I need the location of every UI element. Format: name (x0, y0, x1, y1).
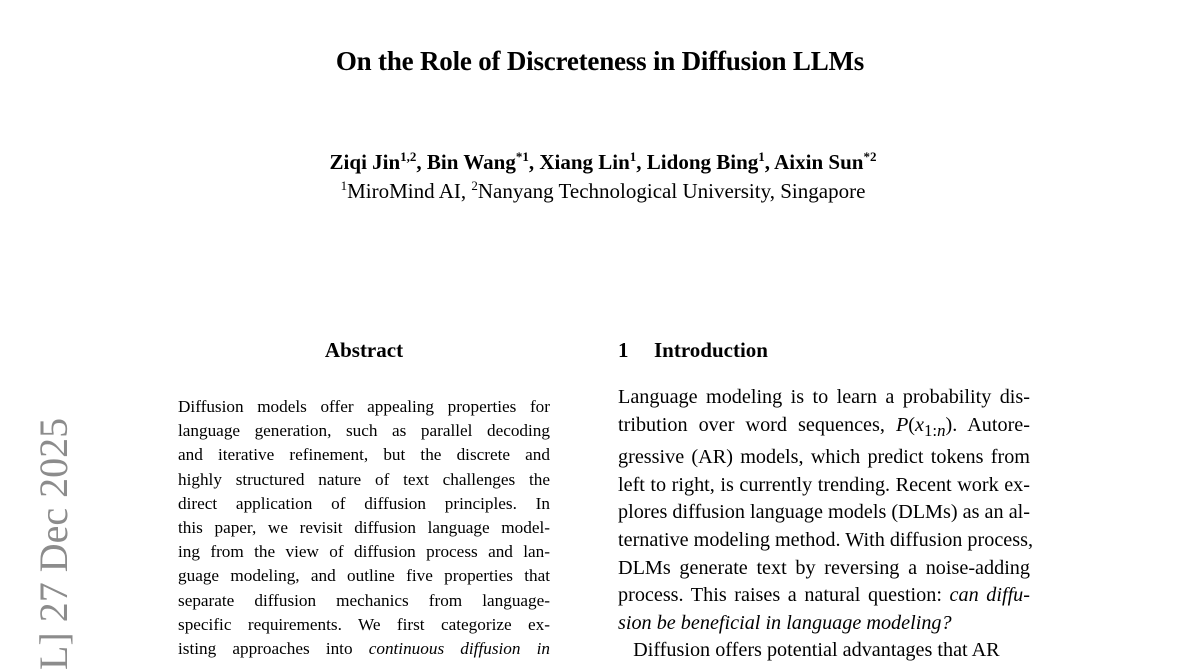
abstract-line: highly structured nature of text challenges the (178, 469, 550, 489)
intro-line: DLMs generate text by reversing a noise-adding (618, 556, 1030, 579)
section-number: 1 (618, 338, 629, 362)
abstract-line: ing from the view of diffusion process and lan- (178, 542, 550, 562)
affiliation-marker: 1 (340, 178, 348, 193)
paper-title: On the Role of Discreteness in Diffusion LLMs (335, 46, 865, 76)
abstract-line: specific requirements. We first categorize ex- (178, 614, 550, 634)
affiliation-name: Nanyang Technological University, Singapore (477, 179, 866, 203)
author-list: Ziqi Jin$^{1,2}$, Bin Wang$^{*1}$, Xiang Lin$^1$, Lidong Bing$^1$, Aixin Sun$^{*2}$ (329, 149, 877, 174)
author-affiliation-marker: *1 (515, 149, 529, 164)
introduction-body (618, 384, 1034, 665)
abstract-line: this paper, we revisit diffusion language model- (178, 518, 550, 538)
affiliation-name: MiroMind AI (347, 179, 461, 203)
intro-line-with-italic: process. This raises a natural question: can diffu- (618, 584, 1031, 607)
author-name: Bin Wang (426, 150, 516, 174)
author-name: Lidong Bing (646, 150, 759, 174)
affiliation-list: $^1$MiroMind AI, $^2$Nanyang Technological University, Singapore (340, 178, 866, 203)
intro-line: left to right, is currently trending. Recent work ex- (618, 473, 1030, 496)
intro-line-indented: Diffusion offers potential advantages that AR (618, 639, 1000, 662)
author-name: Xiang Lin (539, 150, 630, 174)
author-name: Aixin Sun (774, 150, 864, 174)
intro-line: ternative modeling method. With diffusion process, (618, 529, 1034, 551)
abstract-line: separate diffusion mechanics from language- (178, 590, 550, 610)
abstract-line: guage modeling, and outline five properties that (178, 566, 550, 586)
abstract-line: language generation, such as parallel decoding (178, 421, 550, 441)
abstract-body (178, 395, 550, 661)
author-affiliation-marker: 1 (629, 149, 637, 164)
abstract-line: direct application of diffusion principles. In (178, 493, 550, 513)
author-affiliation-marker: *2 (863, 149, 877, 164)
intro-line: Language modeling is to learn a probability dis- (618, 386, 1030, 408)
author-affiliation-marker: 1 (758, 149, 765, 164)
intro-line-italic: sion be beneficial in language modeling? (618, 611, 952, 634)
intro-line: gressive (AR) models, which predict tokens from (618, 446, 1030, 469)
affiliation-marker: 2 (471, 178, 478, 193)
section-heading-introduction (618, 338, 768, 363)
abstract-heading: Abstract (324, 338, 404, 362)
arxiv-watermark-text: L] 27 Dec 2025 (31, 417, 76, 670)
abstract-line-partial: isting approaches into continuous diffusion in (178, 639, 550, 659)
section-title: Introduction (654, 338, 768, 362)
intro-line: plores diffusion language models (DLMs) as an al- (618, 501, 1030, 524)
author-name: Ziqi Jin (329, 150, 401, 174)
arxiv-watermark (28, 380, 74, 670)
abstract-line: and iterative refinement, but the discrete and (178, 445, 550, 465)
author-affiliation-marker: 1,2 (400, 149, 417, 164)
intro-line-with-math: tribution over word sequences, $P(x_{1:n})$. Autore- (618, 413, 1030, 440)
abstract-line: Diffusion models offer appealing properties for (178, 397, 550, 416)
